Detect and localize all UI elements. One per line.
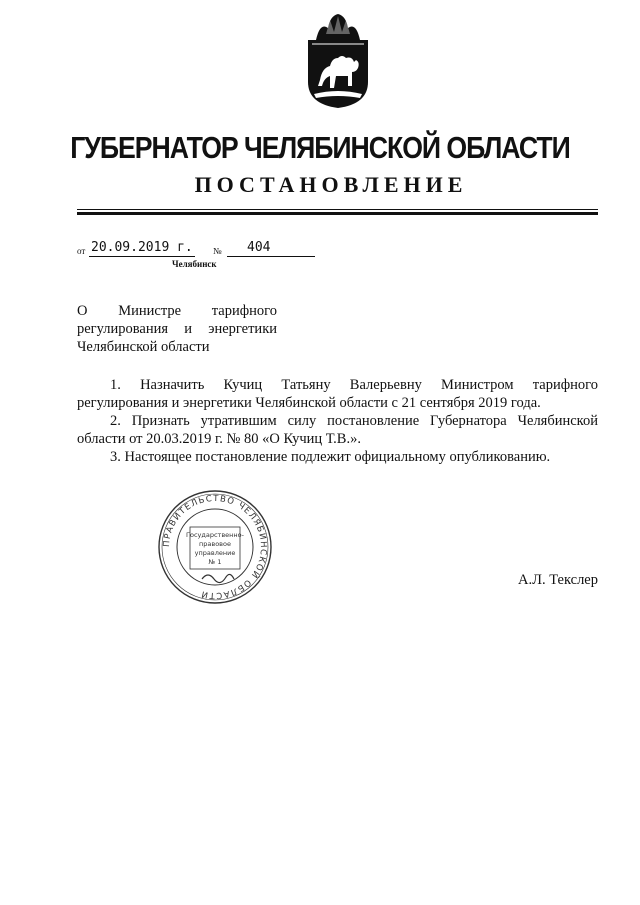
subject-line-1: О Министре тарифного [77,303,277,319]
body-paragraph-1: 1. Назначить Кучиц Татьяну Валерьевну Министром тарифного регулирования и энергетики Челябинской области с 21 сентября 2019 года. [77,377,598,411]
document-type-heading: ПОСТАНОВЛЕНИЕ [194,172,468,197]
stamp-inner-line-1: Государственно- [186,531,244,539]
stamp-ring-text: ПРАВИТЕЛЬСТВО ЧЕЛЯБИНСКОЙ ОБЛАСТИ [161,493,269,601]
document-subject [77,302,277,356]
stamp-inner-line-3: управление [194,549,236,557]
document-body [77,376,598,466]
official-stamp [150,487,280,607]
page-title: ГУБЕРНАТОР ЧЕЛЯБИНСКОЙ ОБЛАСТИ [70,130,570,165]
subject-line-3: Челябинской области [77,339,210,355]
coat-of-arms-emblem [296,10,380,110]
date-number-line [77,238,317,260]
document-number: 404 [247,240,271,255]
header-rule-thin [77,209,598,210]
stamp-inner-line-2: правовое [199,540,231,548]
document-date: 20.09.2019 г. [91,240,193,255]
signatory-name: А.Л. Текслер [518,572,598,588]
date-prefix: от [77,246,86,256]
stamp-inner-line-4: № 1 [208,558,222,566]
city-label: Челябинск [172,259,217,269]
subject-line-2: регулирования и энергетики [77,321,277,337]
number-underline [227,256,315,257]
date-underline [89,256,195,257]
number-prefix: № [213,246,222,256]
body-paragraph-2: 2. Признать утратившим силу постановление Губернатора Челябинской области от 20.03.2019 г. № 80 «О Кучиц Т.В.». [77,413,598,447]
header-rule-thick [77,212,598,215]
body-paragraph-3: 3. Настоящее постановление подлежит официальному опубликованию. [110,449,551,465]
